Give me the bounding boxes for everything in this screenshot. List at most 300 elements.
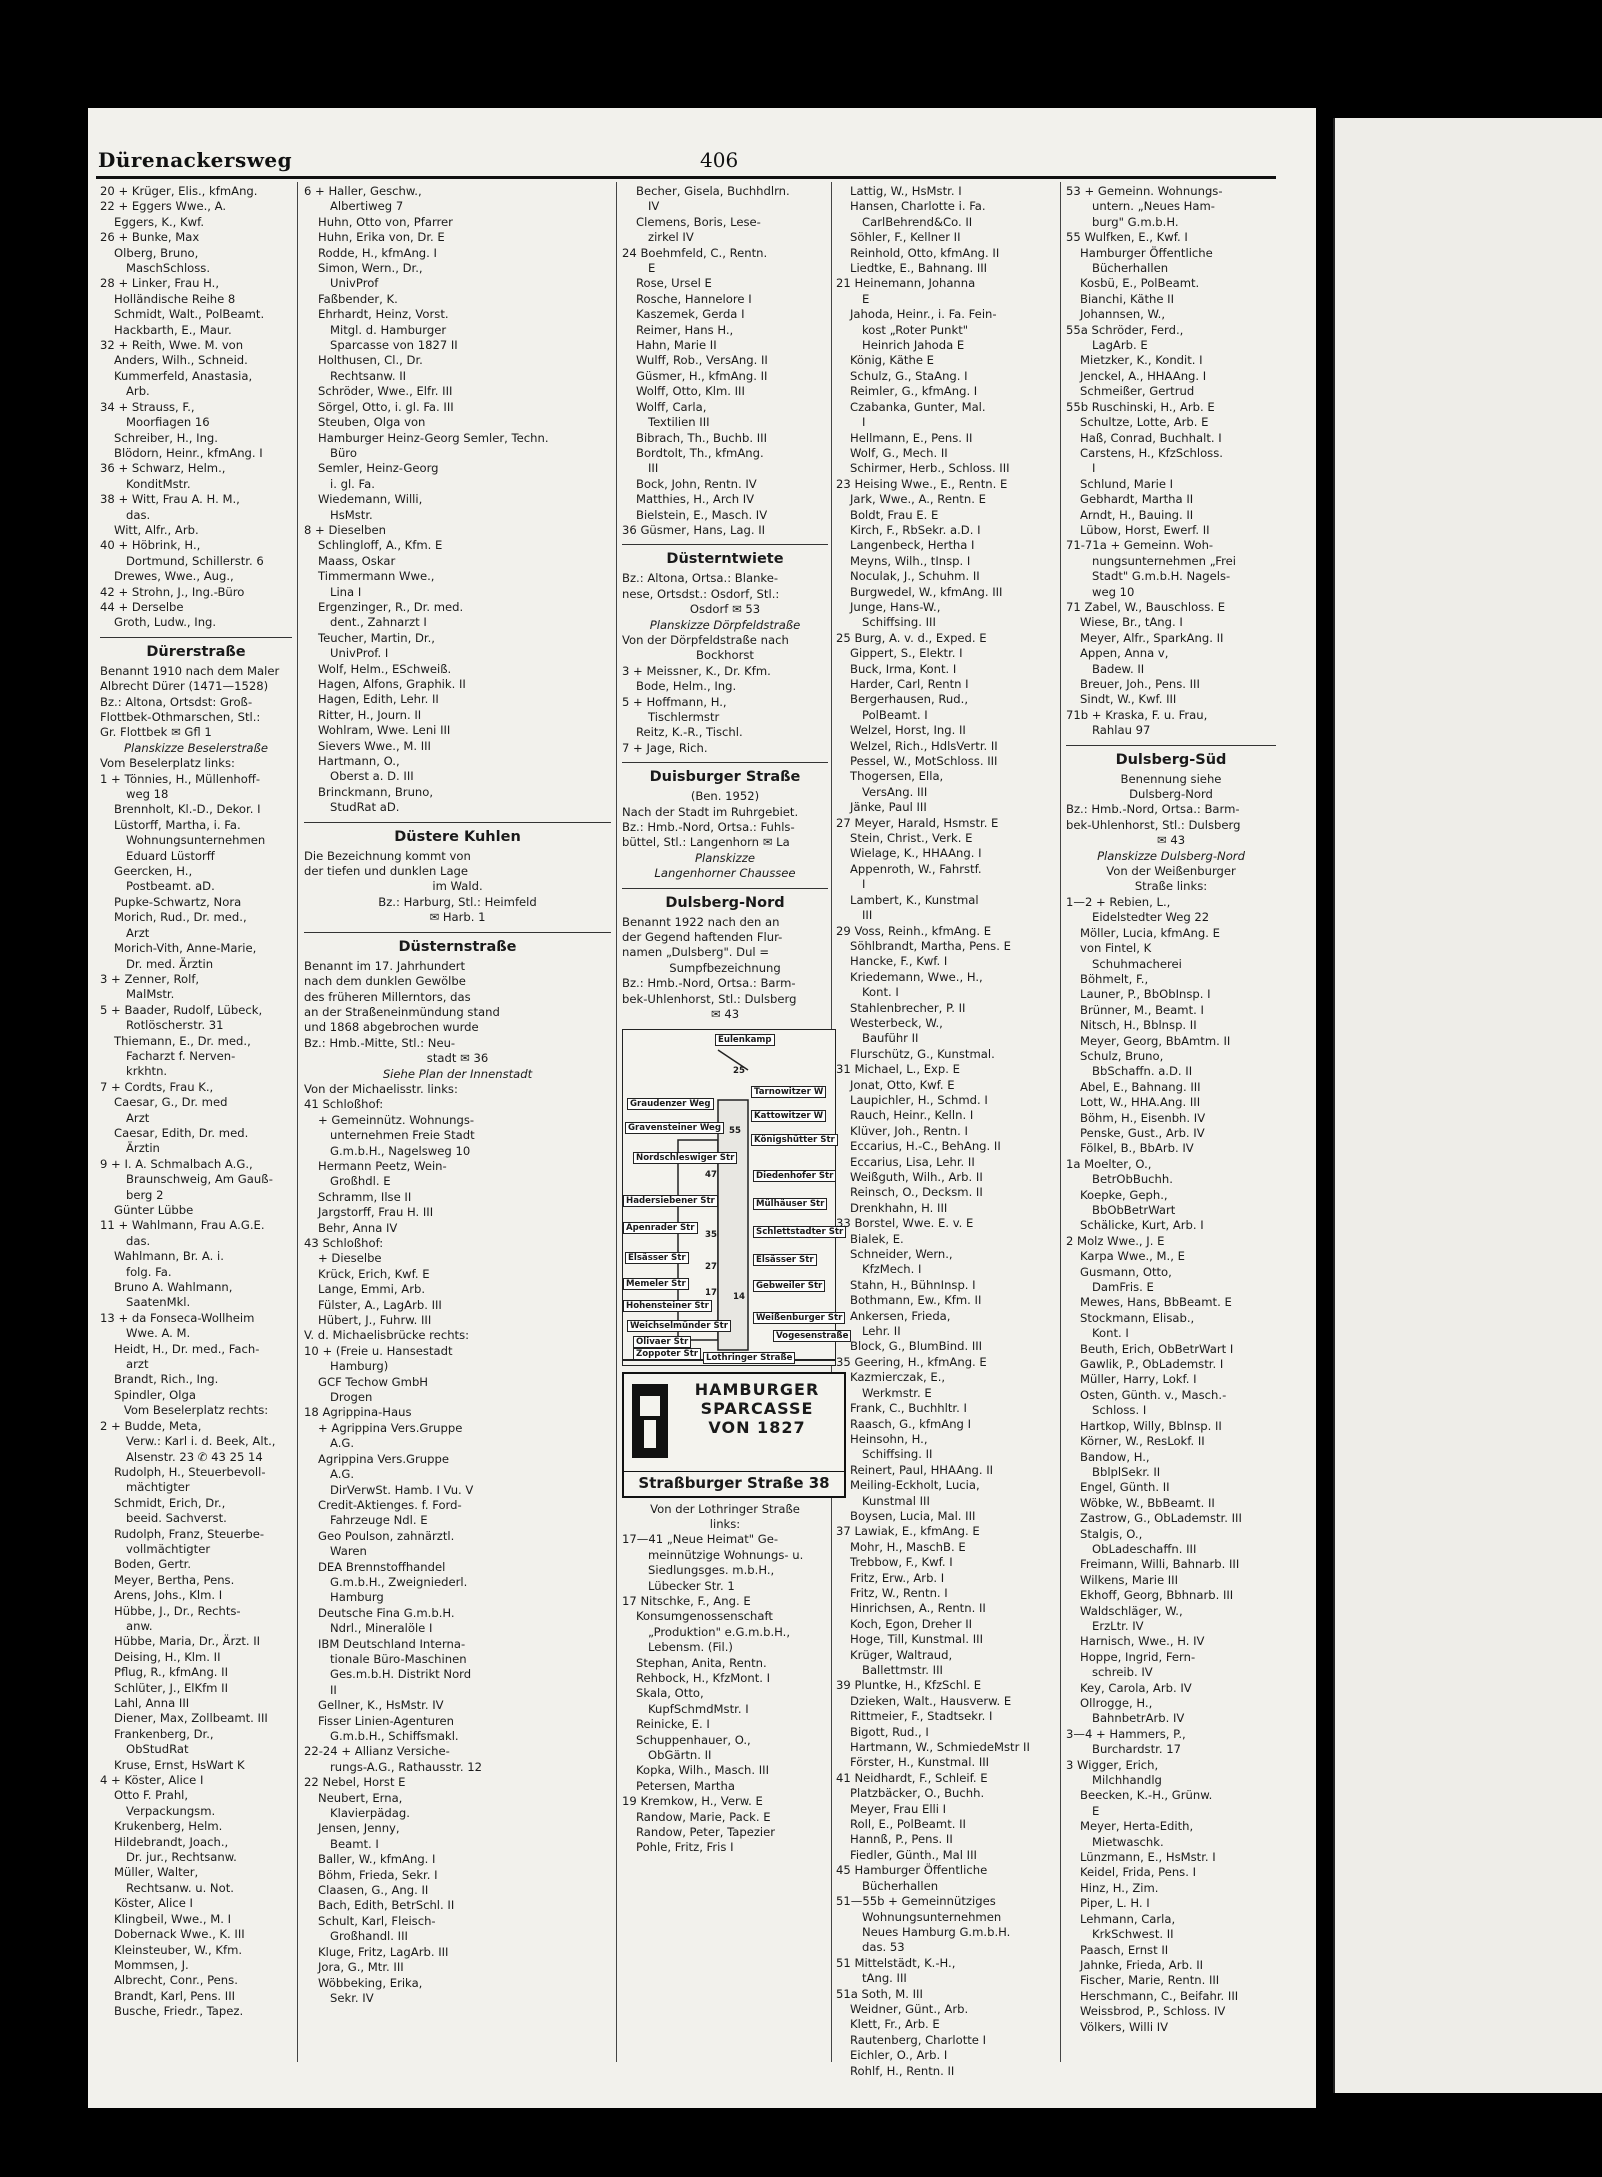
directory-line: Benennung siehe <box>1120 771 1222 786</box>
directory-line: Johannsen, W., <box>1080 307 1166 322</box>
directory-line: König, Käthe E <box>850 353 934 368</box>
next-page-column <box>1350 184 1595 2084</box>
directory-line: DEA Brennstoffhandel <box>318 1559 446 1574</box>
directory-line: HsMstr. <box>330 507 373 522</box>
directory-line: links: <box>709 1516 741 1531</box>
directory-line: 44 + Derselbe <box>100 599 184 614</box>
directory-line: Hagen, Alfons, Graphik. II <box>318 677 466 691</box>
directory-line: Flurschütz, G., Kunstmal. <box>850 1046 995 1061</box>
directory-line: Wilkens, Marie III <box>1080 1572 1179 1587</box>
directory-line: + Gemeinnütz. Wohnungs- <box>318 1112 475 1127</box>
directory-line: Bialek, E. <box>850 1231 904 1246</box>
map-street-label: Memeler Str <box>623 1278 689 1290</box>
directory-line: Credit-Aktienges. f. Ford- <box>318 1497 462 1512</box>
map-street-label: Zoppoter Str <box>633 1348 701 1360</box>
directory-line: Wolf, Helm., ESchweiß. <box>318 661 452 676</box>
directory-line: Ankersen, Frieda, <box>850 1308 951 1323</box>
directory-line: Schälicke, Kurt, Arb. I <box>1080 1218 1204 1233</box>
directory-line: Boysen, Lucia, Mal. III <box>850 1508 976 1523</box>
directory-line: Wohlram, Wwe. Leni III <box>318 723 451 738</box>
directory-line: kost „Roter Punkt" <box>862 322 969 337</box>
directory-line: Lambert, K., Kunstmal <box>850 892 979 907</box>
directory-line: 3 Wigger, Erich, <box>1066 1757 1159 1772</box>
directory-line: Heinsohn, H., <box>850 1431 928 1446</box>
directory-line: Siedlungsges. m.b.H., <box>648 1563 775 1578</box>
map-street-label: Tarnowitzer W <box>751 1086 826 1098</box>
directory-line: im Wald. <box>432 879 483 894</box>
directory-line: Neubert, Erna, <box>318 1790 403 1805</box>
directory-line: Schloss. I <box>1092 1403 1147 1418</box>
directory-line: Randow, Peter, Tapezier <box>636 1825 776 1840</box>
directory-line: Stockmann, Elisab., <box>1080 1310 1195 1325</box>
directory-line: Reinicke, E. I <box>636 1717 710 1732</box>
column-5 <box>1066 184 1276 2084</box>
directory-line: Breuer, Joh., Pens. III <box>1080 677 1200 691</box>
directory-line: Ballettmstr. III <box>862 1663 943 1677</box>
directory-line: 55 Wulfken, E., Kwf. I <box>1066 230 1188 245</box>
directory-line: Kluge, Fritz, LagArb. III <box>318 1944 449 1959</box>
directory-line: Schult, Karl, Fleisch- <box>318 1913 436 1928</box>
directory-line: Schröder, Wwe., Elfr. III <box>318 384 453 399</box>
directory-line: Bz.: Hmb.-Mitte, Stl.: Neu- <box>304 1035 456 1050</box>
directory-line: Brünner, M., Beamt. I <box>1080 1002 1204 1017</box>
directory-line: Hamburg) <box>330 1359 389 1374</box>
directory-line: Hamburg <box>330 1590 384 1605</box>
directory-line: Hamburger Öffentliche <box>1080 245 1213 260</box>
directory-line: Beecken, K.-H., Grünw. <box>1080 1788 1213 1803</box>
ad-name-line: HAMBURGER <box>694 1379 820 1399</box>
column-4 <box>836 184 1056 2084</box>
directory-line: Lüstorff, Martha, i. Fa. <box>114 817 241 832</box>
ad-address: Straßburger Straße 38 <box>624 1471 844 1492</box>
directory-line: Lott, W., HHA.Ang. III <box>1080 1095 1201 1110</box>
directory-line: Karpa Wwe., M., E <box>1080 1249 1185 1264</box>
map-house-number: 17 <box>705 1287 717 1298</box>
directory-line: Fahrzeuge Ndl. E <box>330 1513 428 1528</box>
directory-line: 3 + Zenner, Rolf, <box>100 971 200 986</box>
directory-line: Bock, John, Rentn. IV <box>636 476 757 491</box>
directory-line: Wöbke, W., BbBeamt. II <box>1080 1495 1215 1510</box>
map-street-label: Weichselmünder Str <box>627 1320 731 1332</box>
directory-line: Frank, C., Buchhltr. I <box>850 1401 967 1416</box>
directory-line: Frankenberg, Dr., <box>114 1726 214 1741</box>
directory-line: 18 Agrippina-Haus <box>304 1405 412 1420</box>
directory-line: Kunstmal III <box>862 1493 930 1508</box>
directory-line: Jahoda, Heinr., i. Fa. Fein- <box>850 307 997 322</box>
directory-line: Fischer, Marie, Rentn. III <box>1080 1973 1220 1988</box>
directory-line: Wöbbeking, Erika, <box>318 1975 423 1990</box>
directory-line: nach dem dunklen Gewölbe <box>304 974 466 989</box>
directory-line: SaatenMkl. <box>126 1295 191 1310</box>
directory-line: Arzt <box>126 1110 150 1125</box>
directory-line: Herschmann, C., Beifahr. III <box>1080 1988 1239 2003</box>
directory-line: krkhtn. <box>126 1064 168 1079</box>
directory-line: vollmächtigter <box>126 1541 211 1556</box>
directory-line: KonditMstr. <box>126 476 191 491</box>
directory-line: Ehrhardt, Heinz, Vorst. <box>318 307 449 322</box>
directory-line: PolBeamt. I <box>862 707 928 722</box>
directory-line: Bach, Edith, BetrSchl. II <box>318 1898 455 1913</box>
directory-line: Jark, Wwe., A., Rentn. E <box>850 492 986 507</box>
directory-line: Badew. II <box>1092 661 1145 676</box>
directory-line: Freimann, Willi, Bahnarb. III <box>1080 1557 1240 1572</box>
directory-line: BetrObBuchh. <box>1092 1172 1173 1187</box>
directory-line: Reinhold, Otto, kfmAng. II <box>850 245 1000 260</box>
directory-line: ✉ Harb. 1 <box>429 910 486 925</box>
directory-line: Jahnke, Frieda, Arb. II <box>1080 1957 1204 1972</box>
directory-line: 4 + Köster, Alice I <box>100 1773 204 1788</box>
directory-line: ObStudRat <box>126 1742 189 1757</box>
directory-line: KrkSchwest. II <box>1092 1927 1174 1942</box>
directory-line: Rose, Ursel E <box>636 276 712 291</box>
directory-line: namen „Dulsberg". Dul = <box>622 945 770 960</box>
directory-line: Harder, Carl, Rentn I <box>850 677 969 691</box>
directory-line: II <box>330 1682 337 1697</box>
directory-line: Hamburger Heinz-Georg Semler, Techn. <box>318 430 549 445</box>
directory-line: Spindler, Olga <box>114 1387 196 1402</box>
directory-line: Fisser Linien-Agenturen <box>318 1713 455 1728</box>
directory-line: Fritz, W., Rentn. I <box>850 1585 948 1600</box>
directory-line: Engel, Günth. II <box>1080 1480 1170 1495</box>
directory-line: Planskizze Dörpfeldstraße <box>649 617 801 632</box>
directory-line: Albrecht Dürer (1471—1528) <box>100 679 269 694</box>
directory-line: der tiefen und dunklen Lage <box>304 864 469 879</box>
directory-line: Meyer, Herta-Edith, <box>1080 1819 1194 1834</box>
directory-line: Planskizze Dulsberg-Nord <box>1097 848 1245 863</box>
directory-line: UnivProf <box>330 276 379 291</box>
directory-line: UnivProf. I <box>330 646 389 661</box>
directory-line: Von der Michaelisstr. links: <box>304 1081 458 1096</box>
directory-line: Sörgel, Otto, i. gl. Fa. III <box>318 399 454 414</box>
directory-line: Ges.m.b.H. Distrikt Nord <box>330 1667 472 1682</box>
directory-line: Reinert, Paul, HHAAng. II <box>850 1462 994 1477</box>
directory-line: Huhn, Erika von, Dr. E <box>318 230 445 245</box>
directory-line: Stein, Christ., Verk. E <box>850 831 973 846</box>
directory-line: Hartmann, W., SchmiedeMstr II <box>850 1740 1030 1755</box>
directory-line: Rohlf, H., Rentn. II <box>850 2063 955 2078</box>
directory-line: Bz.: Hmb.-Nord, Ortsa.: Barm- <box>1066 802 1240 817</box>
directory-line: Harnisch, Wwe., H. IV <box>1080 1634 1205 1649</box>
directory-line: 51 Mittelstädt, K.-H., <box>836 1955 956 1970</box>
directory-line: burg" G.m.b.H. <box>1092 214 1179 229</box>
directory-line: Hinz, H., Zim. <box>1080 1880 1159 1895</box>
directory-line: KupfSchmdMstr. I <box>648 1701 749 1716</box>
directory-line: Rauch, Heinr., Kelln. I <box>850 1108 974 1123</box>
directory-line: Huhn, Otto von, Pfarrer <box>318 214 453 229</box>
directory-line: E <box>1092 1803 1100 1818</box>
directory-line: Bode, Helm., Ing. <box>636 679 737 694</box>
directory-line: Hahn, Marie II <box>636 338 717 353</box>
directory-line: Meyer, Frau Elli I <box>850 1801 947 1816</box>
directory-line: meinnützige Wohnungs- u. <box>648 1547 804 1562</box>
directory-line: Güsmer, H., kfmAng. II <box>636 368 768 383</box>
directory-line: Welzel, Rich., HdlsVertr. II <box>850 738 998 753</box>
map-street-label: Königshütter Str <box>751 1134 838 1146</box>
directory-line: Hermann Peetz, Wein- <box>318 1158 447 1173</box>
directory-line: 25 Burg, A. v. d., Exped. E <box>836 630 987 645</box>
directory-line: Eggers, K., Kwf. <box>114 214 205 229</box>
directory-line: Schlund, Marie I <box>1080 476 1174 491</box>
directory-line: Brennholt, Kl.-D., Dekor. I <box>114 802 261 817</box>
directory-line: Paasch, Ernst II <box>1080 1942 1169 1957</box>
directory-line: Caesar, Edith, Dr. med. <box>114 1125 249 1140</box>
directory-line: Böhm, Frieda, Sekr. I <box>318 1867 438 1882</box>
directory-line: Hartkop, Willy, Bblnsp. II <box>1080 1418 1222 1433</box>
sparcasse-logo-icon <box>630 1382 670 1460</box>
directory-line: Tischlermstr <box>648 710 720 724</box>
map-house-number: 47 <box>705 1169 717 1180</box>
directory-line: Schramm, Ilse II <box>318 1189 412 1204</box>
directory-line: Baller, W., kfmAng. I <box>318 1852 436 1867</box>
street-heading: Düsternstraße <box>304 932 611 957</box>
directory-line: Ergenzinger, R., Dr. med. <box>318 599 464 614</box>
directory-line: Gellner, K., HsMstr. IV <box>318 1698 444 1713</box>
directory-line: Wielage, K., HHAAng. I <box>850 846 982 861</box>
directory-line: 5 + Baader, Rudolf, Lübeck, <box>100 1002 263 1017</box>
directory-line: Bianchi, Käthe II <box>1080 291 1174 306</box>
directory-line: Möller, Lucia, kfmAng. E <box>1080 925 1220 940</box>
directory-line: Rudolph, Franz, Steuerbe- <box>114 1526 265 1541</box>
directory-line: Büro <box>330 445 357 460</box>
directory-line: Schmidt, Walt., PolBeamt. <box>114 307 265 322</box>
directory-line: Flottbek-Othmarschen, Stl.: <box>100 710 261 724</box>
directory-line: Hoge, Till, Kunstmal. III <box>850 1632 983 1647</box>
directory-line: Koepke, Geph., <box>1080 1187 1168 1202</box>
directory-line: berg 2 <box>126 1187 164 1202</box>
directory-line: 21 Heinemann, Johanna <box>836 276 976 291</box>
directory-line: III <box>648 461 659 476</box>
directory-line: ✉ 43 <box>710 1007 740 1022</box>
directory-line: Timmermann Wwe., <box>318 569 435 584</box>
directory-line: Bz.: Hmb.-Nord, Ortsa.: Fuhls- <box>622 820 795 835</box>
directory-line: Eduard Lüstorff <box>126 848 215 863</box>
map-house-number: 14 <box>733 1291 745 1302</box>
directory-line: Lahl, Anna III <box>114 1696 190 1710</box>
directory-line: Bauführ II <box>862 1031 919 1046</box>
ad-name <box>674 1380 840 1437</box>
directory-line: Verw.: Karl i. d. Beek, Alt., <box>126 1434 276 1449</box>
directory-line: Bz.: Hmb.-Nord, Ortsa.: Barm- <box>622 976 796 991</box>
directory-line: anw. <box>126 1618 153 1633</box>
directory-line: Thogersen, Ella, <box>850 769 944 784</box>
directory-line: Körner, W., ResLokf. II <box>1080 1434 1205 1449</box>
directory-line: Bothmann, Ew., Kfm. II <box>850 1293 982 1308</box>
directory-line: 40 + Höbrink, H., <box>100 538 201 553</box>
directory-line: Gawlik, P., ObLademstr. I <box>1080 1357 1224 1372</box>
directory-line: Benannt im 17. Jahrhundert <box>304 958 466 973</box>
directory-line: Rodde, H., kfmAng. I <box>318 245 437 260</box>
directory-line: Hancke, F., Kwf. I <box>850 954 948 969</box>
directory-line: Wwe. A. M. <box>126 1326 191 1341</box>
directory-line: Völkers, Willi IV <box>1080 2019 1169 2034</box>
directory-line: Stahlenbrecher, P. II <box>850 1000 966 1015</box>
directory-line: Holthusen, Cl., Dr. <box>318 353 423 368</box>
directory-line: BahnbetrArb. IV <box>1092 1711 1185 1726</box>
directory-line: 33 Borstel, Wwe. E. v. E <box>836 1216 974 1231</box>
directory-line: Bigott, Rud., I <box>850 1724 929 1739</box>
directory-line: Mitgl. d. Hamburger <box>330 322 447 337</box>
directory-line: Rotlöscherstr. 31 <box>126 1018 224 1033</box>
directory-line: Sparcasse von 1827 II <box>330 338 458 353</box>
directory-line: Jensen, Jenny, <box>318 1821 400 1836</box>
directory-line: bek-Uhlenhorst, Stl.: Dulsberg <box>1066 817 1241 832</box>
directory-line: Krüger, Waltraud, <box>850 1647 953 1662</box>
map-street-label: Eulenkamp <box>715 1034 775 1046</box>
directory-line: Pflug, R., kfmAng. II <box>114 1665 229 1680</box>
directory-line: Stephan, Anita, Rentn. <box>636 1655 767 1670</box>
directory-line: Wiese, Br., tAng. I <box>1080 615 1183 630</box>
directory-line: Deising, H., Klm. II <box>114 1649 221 1664</box>
map-street-label: Elsässer Str <box>625 1252 689 1264</box>
directory-line: 36 + Schwarz, Helm., <box>100 461 226 476</box>
directory-line: Brandt, Karl, Pens. III <box>114 1988 236 2003</box>
directory-line: Eichler, O., Arb. I <box>850 2048 948 2063</box>
directory-line: Bielstein, E., Masch. IV <box>636 507 768 522</box>
directory-line: Die Bezeichnung kommt von <box>304 848 471 863</box>
directory-line: 29 Voss, Reinh., kfmAng. E <box>836 923 992 938</box>
directory-line: Sekr. IV <box>330 1990 374 2005</box>
column-1 <box>100 184 292 2084</box>
directory-line: BbObBetrWart <box>1092 1203 1176 1217</box>
directory-line: Drogen <box>330 1390 373 1405</box>
directory-line: Faßbender, K. <box>318 291 398 306</box>
directory-line: Arb. <box>126 384 150 399</box>
directory-line: Schreiber, H., Ing. <box>114 430 218 445</box>
directory-line: 55a Schröder, Ferd., <box>1066 322 1184 337</box>
directory-line: Ekhoff, Georg, Bbhnarb. III <box>1080 1588 1234 1603</box>
map-street-label: Graudenzer Weg <box>627 1098 714 1110</box>
directory-line: Günter Lübbe <box>114 1203 194 1217</box>
directory-line: rungs-A.G., Rathausstr. 12 <box>330 1759 482 1774</box>
directory-line: Schuhmacherei <box>1092 956 1182 971</box>
directory-line: nese, Ortsdst.: Osdorf, Stl.: <box>622 586 780 601</box>
map-street-label: Mülhäuser Str <box>753 1198 827 1210</box>
directory-line: 1—2 + Rebien, L., <box>1066 894 1171 909</box>
directory-line: Boldt, Frau E. E <box>850 507 939 522</box>
directory-line: Kazmierczak, E., <box>850 1370 946 1385</box>
directory-line: Meyer, Alfr., SparkAng. II <box>1080 630 1224 645</box>
directory-line: Rautenberg, Charlotte I <box>850 2032 987 2047</box>
directory-line: Lübecker Str. 1 <box>648 1578 735 1593</box>
directory-line: IBM Deutschland Interna- <box>318 1636 466 1651</box>
directory-line: Meyer, Bertha, Pens. <box>114 1572 235 1587</box>
directory-line: Krück, Erich, Kwf. E <box>318 1266 430 1281</box>
directory-line: 71b + Kraska, F. u. Frau, <box>1066 707 1208 722</box>
directory-line: 41 Neidhardt, F., Schleif. E <box>836 1770 988 1785</box>
directory-line: MalMstr. <box>126 987 175 1002</box>
directory-line: Lebensm. (Fil.) <box>648 1640 733 1655</box>
directory-line: von Fintel, K <box>1080 941 1152 956</box>
directory-line: 22-24 + Allianz Versiche- <box>304 1744 450 1759</box>
directory-line: Clemens, Boris, Lese- <box>636 214 761 229</box>
directory-line: Schulz, G., StaAng. I <box>850 368 968 383</box>
directory-line: Eidelstedter Weg 22 <box>1092 910 1210 925</box>
directory-line: Planskizze <box>695 850 755 865</box>
directory-line: Platzbäcker, O., Buchh. <box>850 1786 985 1801</box>
directory-line: Keidel, Frida, Pens. I <box>1080 1865 1196 1880</box>
directory-line: Semler, Heinz-Georg <box>318 461 439 476</box>
directory-line: Randow, Marie, Pack. E <box>636 1809 771 1824</box>
directory-line: Meiling-Eckholt, Lucia, <box>850 1478 980 1493</box>
directory-line: Dr. jur., Rechtsanw. <box>126 1850 237 1865</box>
directory-line: Förster, H., Kunstmal. III <box>850 1755 990 1770</box>
directory-line: Busche, Friedr., Tapez. <box>114 2004 244 2019</box>
directory-line: Jenckel, A., HHAAng. I <box>1080 368 1207 383</box>
directory-line: Lübow, Horst, Ewerf. II <box>1080 522 1210 537</box>
directory-line: Postbeamt. aD. <box>126 879 215 894</box>
directory-line: Launer, P., BbObInsp. I <box>1080 987 1211 1002</box>
directory-line: StudRat aD. <box>330 800 400 815</box>
directory-line: Steuben, Olga von <box>318 415 426 430</box>
directory-line: Morich-Vith, Anne-Marie, <box>114 941 257 956</box>
directory-line: Bibrach, Th., Buchb. III <box>636 430 767 445</box>
directory-line: Nitsch, H., Bblnsp. II <box>1080 1018 1197 1033</box>
directory-line: Kummerfeld, Anastasia, <box>114 368 253 383</box>
directory-line: Rechtsanw. II <box>330 368 407 383</box>
directory-line: Drewes, Wwe., Aug., <box>114 569 234 584</box>
directory-line: 2 + Budde, Meta, <box>100 1418 202 1433</box>
directory-line: tAng. III <box>862 1971 907 1986</box>
directory-line: Reinsch, O., Decksm. II <box>850 1185 983 1200</box>
directory-line: Lina I <box>330 584 362 599</box>
directory-line: Becher, Gisela, Buchhdlrn. <box>636 184 790 198</box>
map-street-label: Nordschleswiger Str <box>633 1152 737 1164</box>
directory-line: Von der Lothringer Straße <box>650 1501 800 1516</box>
directory-line: Behr, Anna IV <box>318 1220 398 1235</box>
directory-line: Czabanka, Gunter, Mal. <box>850 399 986 414</box>
directory-line: Müller, Harry, Lokf. I <box>1080 1372 1197 1387</box>
directory-line: Mewes, Hans, BbBeamt. E <box>1080 1295 1232 1310</box>
directory-line: Jänke, Paul III <box>850 800 927 815</box>
directory-line: Hinrichsen, A., Rentn. II <box>850 1601 986 1616</box>
directory-line: DamFris. E <box>1092 1280 1154 1295</box>
directory-line: Groth, Ludw., Ing. <box>114 615 217 630</box>
directory-line: Abel, E., Bahnang. III <box>1080 1079 1201 1094</box>
directory-line: Buck, Irma, Kont. I <box>850 661 957 676</box>
map-street-label: Apenrader Str <box>623 1222 698 1234</box>
directory-line: Burchardstr. 17 <box>1092 1742 1181 1757</box>
directory-line: Sumpfbezeichnung <box>669 960 781 975</box>
directory-line: Welzel, Horst, Ing. II <box>850 723 966 738</box>
directory-line: Wohnungsunternehmen <box>862 1909 1002 1924</box>
directory-line: 20 + Krüger, Elis., kfmAng. <box>100 184 258 198</box>
directory-line: ErzLtr. IV <box>1092 1618 1144 1633</box>
column-divider <box>616 182 617 2062</box>
directory-line: Osten, Günth. v., Masch.- <box>1080 1387 1227 1402</box>
directory-line: Rosche, Hannelore I <box>636 291 752 306</box>
directory-line: Appen, Anna v, <box>1080 646 1169 661</box>
directory-line: Mietzker, K., Kondit. I <box>1080 353 1203 368</box>
directory-line: Hildebrandt, Joach., <box>114 1834 229 1849</box>
directory-line: 51—55b + Gemeinnütziges <box>836 1894 996 1909</box>
directory-line: Schiffsing. II <box>862 1447 933 1462</box>
ad-name-line: SPARCASSE <box>700 1398 814 1418</box>
directory-line: Großhdl. E <box>330 1174 391 1189</box>
directory-line: Geercken, H., <box>114 864 193 879</box>
directory-line: + Agrippina Vers.Gruppe <box>318 1420 463 1435</box>
directory-line: Böhmelt, F., <box>1080 971 1149 986</box>
directory-line: nungsunternehmen „Frei <box>1092 553 1236 568</box>
directory-line: 53 + Gemeinn. Wohnungs- <box>1066 184 1223 198</box>
map-street-label: Diedenhofer Str <box>753 1170 836 1182</box>
directory-line: A.G. <box>330 1436 355 1451</box>
directory-line: Mohr, H., MaschB. E <box>850 1539 966 1554</box>
directory-line: III <box>862 908 873 923</box>
directory-line: Olberg, Bruno, <box>114 245 199 260</box>
directory-line: Fiedler, Günth., Mal III <box>850 1847 977 1862</box>
directory-line: Rahlau 97 <box>1092 723 1151 738</box>
directory-line: 51a Soth, M. III <box>836 1986 923 2001</box>
